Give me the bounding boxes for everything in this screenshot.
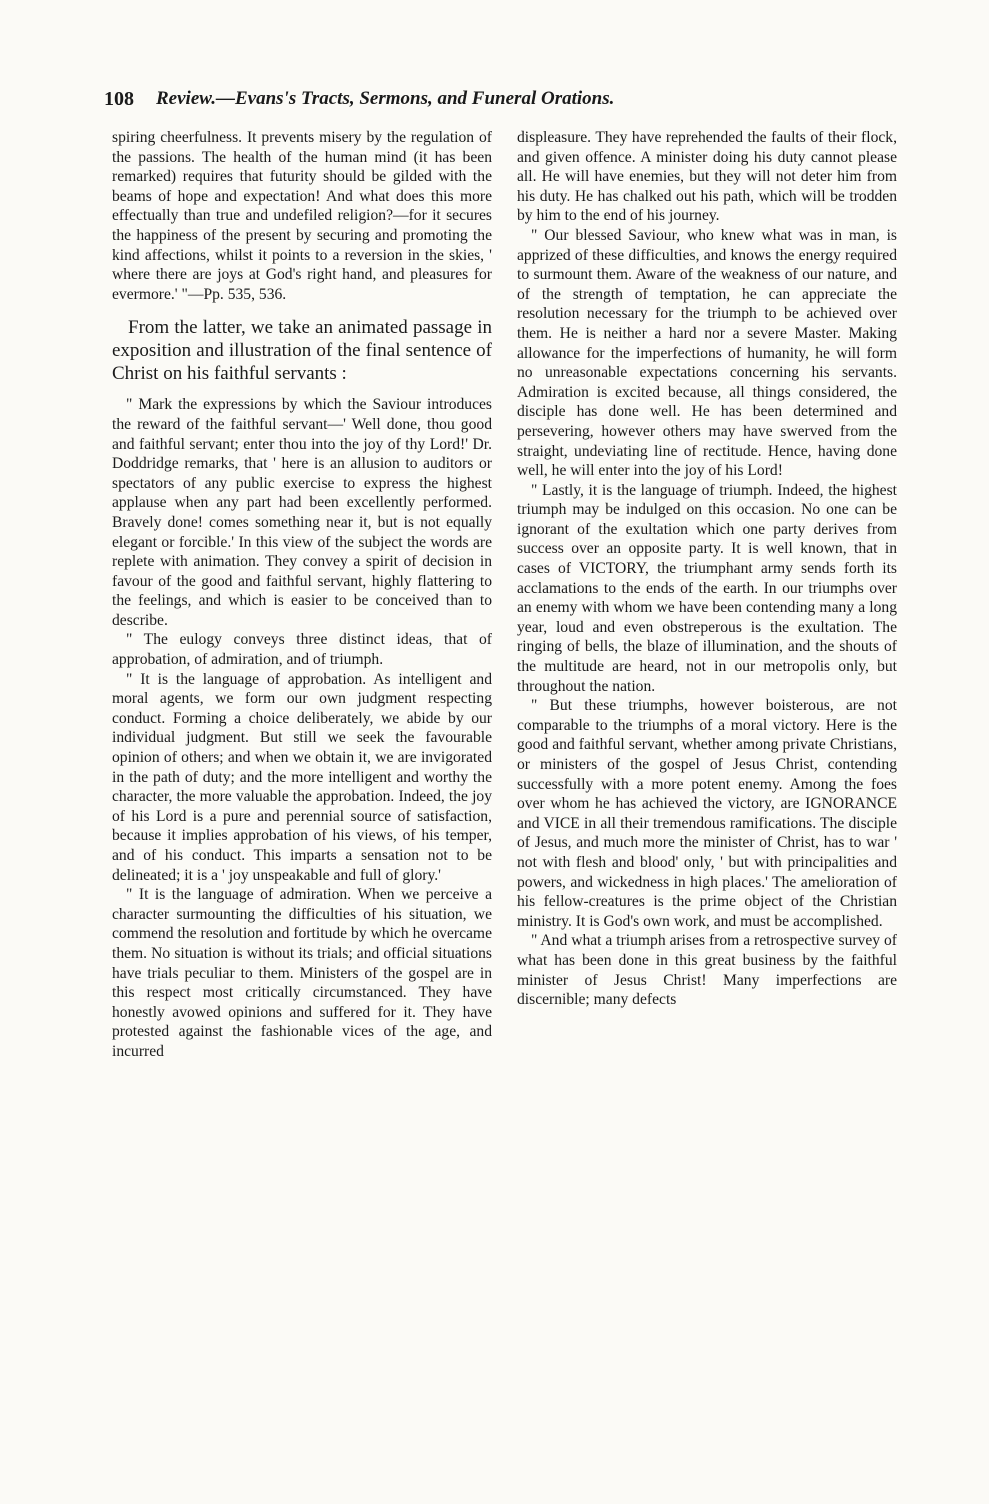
intro-paragraph: From the latter, we take an animated passage in exposition and illustration of the final sentence of Christ on his faithful servants : — [112, 317, 492, 385]
quoted-paragraph: " Our blessed Saviour, who knew what was in man, is apprized of these difficulties, and knows the energy required to surmount them. Aware of the weakness of our nature, and of the strength of temptation, he can appreciate the resolution necessary for the triumph to be achieved over them. He is neither a hard nor a severe Master. Making allowance for the imperfections of humanity, he will form no unreasonable expectations concerning his servants. Admiration is excited because, all things considered, the disciple has done well. He has been determined and persevering, however others may have swerved from the straight, undeviating line of rectitude. Hence, having done well, he will enter into the joy of his Lord! — [517, 226, 897, 480]
quoted-paragraph: " It is the language of approbation. As intelligent and moral agents, we form our own judgment respecting conduct. Forming a choice deliberately, we abide by our individual judgment. But still we seek the favourable opinion of others; and when we obtain it, we are invigorated in the path of duty; and the more intelligent and worthy the character, the more valuable the approbation. Indeed, the joy of his Lord is a pure and perennial source of satisfaction, because it implies approbation of his views, of his temper, and of his conduct. This imparts a sensation not to be delineated; it is a ' joy unspeakable and full of glory.' — [112, 670, 492, 884]
right-column — [517, 128, 897, 1010]
quoted-paragraph: " It is the language of admiration. When we perceive a character surmounting the difficulties of his situation, we commend the resolution and fortitude by which he overcame them. No situation is without its trials; and official situations have trials peculiar to them. Ministers of the gospel are in this respect most critically circumstanced. They have honestly avowed opinions and suffered for it. They have protested against the fashionable vices of the age, and incurred — [112, 886, 492, 1060]
paragraph: spiring cheerfulness. It prevents misery by the regulation of the passions. The health of the human mind (it has been remarked) requires that futurity should be gilded with the beams of hope and expectation! And what does this more effectually than true and undefiled religion?—for it secures the happiness of the present by securing and promoting the kind affections, whilst it points to a reversion in the skies, ' where there are joys at God's right hand, and pleasures for evermore.' "—Pp. 535, 536. — [112, 129, 492, 303]
running-title: Review.—Evans's Tracts, Sermons, and Funeral Orations. — [156, 88, 615, 109]
quoted-paragraph: " The eulogy conveys three distinct ideas, that of approbation, of admiration, and of triumph. — [112, 631, 492, 669]
quoted-paragraph: " But these triumphs, however boisterous, are not comparable to the triumphs of a moral victory. Here is the good and faithful servant, whether among private Christians, or ministers of the gospel of Jesus Christ, contending successfully with a more potent enemy. Among the foes over whom he has achieved the victory, are IGNORANCE and VICE in all their tremendous ramifications. The disciple of Jesus, and much more the minister of Christ, has to war ' not with flesh and blood' only, ' but with principalities and powers, and wickedness in high places.' The amelioration of his fellow-creatures is the prime object of the Christian ministry. It is God's own work, and must be accomplished. — [517, 697, 897, 930]
page-number: 108 — [104, 88, 134, 110]
quoted-paragraph: " Lastly, it is the language of triumph. Indeed, the highest triumph may be indulged on this occasion. No one can be ignorant of the exultation which one party derives from success over an opposite party. It is well known, that in cases of VICTORY, the triumphant army sends forth its acclamations to the ends of the earth. In our triumphs over an enemy with whom we have been contending many a long year, loud and even obstreperous is the exultation. The ringing of bells, the blaze of illumination, and the shouts of the multitude are heard, not in our metropolis only, but throughout the nation. — [517, 481, 897, 695]
left-column — [112, 128, 492, 1062]
paragraph: displeasure. They have reprehended the faults of their flock, and given offence. A minister doing his duty cannot please all. He will have enemies, but they will not deter him from his duty. He has chalked out his path, which will be trodden by him to the end of his journey. — [517, 129, 897, 225]
running-head — [104, 84, 894, 114]
quoted-paragraph: " Mark the expressions by which the Saviour introduces the reward of the faithful servant—' Well done, thou good and faithful servant; enter thou into the joy of thy Lord!' Dr. Doddridge remarks, that ' here is an allusion to auditors or spectators of any public exercise to express the highest applause when any part had been excellently performed. Bravely done! comes something near it, but is not equally elegant or forcible.' In this view of the subject the words are replete with animation. They convey a spirit of decision in favour of the good and faithful servant, highly flattering to the feelings, and which is easier to be conceived than to describe. — [112, 396, 492, 629]
quoted-paragraph: " And what a triumph arises from a retrospective survey of what has been done in this great business by the faithful minister of Jesus Christ! Many imperfections are discernible; many defects — [517, 932, 897, 1009]
